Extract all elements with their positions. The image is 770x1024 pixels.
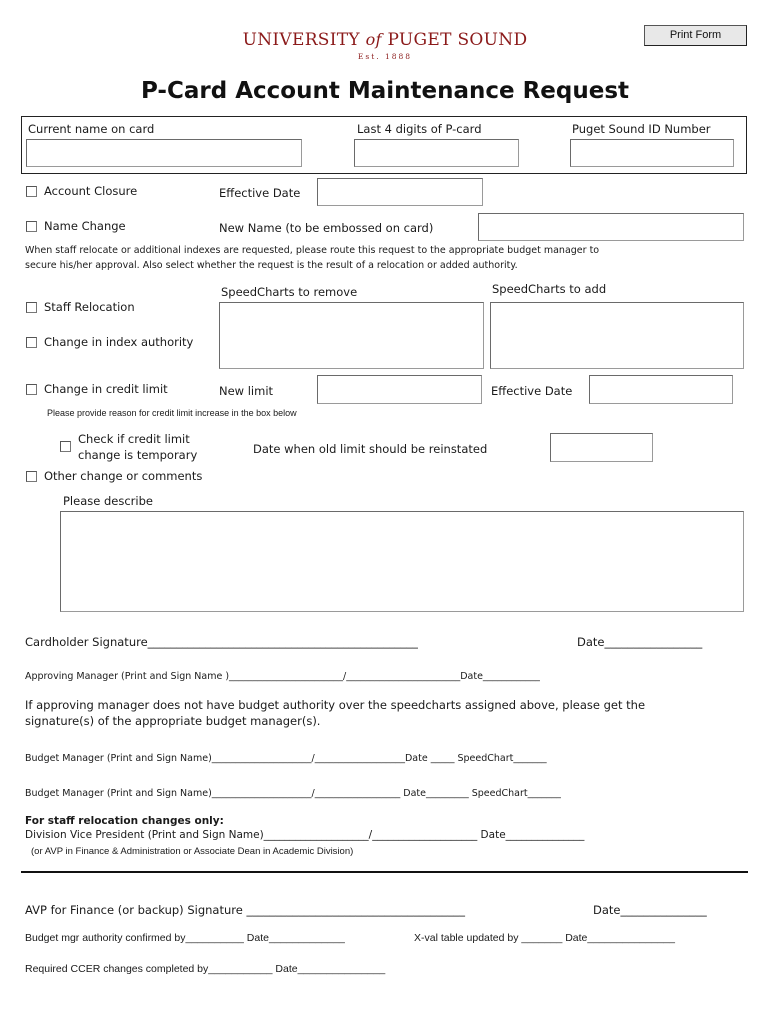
new-limit-label: New limit — [219, 384, 274, 398]
budget-mgr-confirmed-line[interactable]: Budget mgr authority confirmed by__________ Date_____________ — [25, 932, 345, 944]
name-change-label: Name Change — [44, 219, 126, 233]
budget-note-line-1: If approving manager does not have budget authority over the speedcharts assigned above, please get the — [25, 698, 646, 712]
please-describe-label: Please describe — [63, 494, 153, 508]
speedcharts-remove-field[interactable] — [219, 302, 484, 369]
puget-id-field[interactable] — [570, 139, 734, 167]
temporary-limit-label-2: change is temporary — [78, 448, 198, 462]
approving-manager-line[interactable]: Approving Manager (Print and Sign Name )________________________/________________________Date____________ — [25, 671, 540, 682]
new-name-field[interactable] — [478, 213, 744, 241]
reinstate-date-field[interactable] — [550, 433, 653, 462]
budget-manager-1-line[interactable]: Budget Manager (Print and Sign Name)_____________________/___________________Date _____ SpeedChart_______ — [25, 753, 547, 764]
closure-effective-date-label: Effective Date — [219, 186, 301, 200]
xval-table-line[interactable]: X-val table updated by _______ Date_______________ — [414, 932, 675, 944]
cardholder-signature-line[interactable]: Cardholder Signature_______________________________________________ — [25, 635, 418, 649]
speedcharts-add-field[interactable] — [490, 302, 744, 369]
speedcharts-remove-label: SpeedCharts to remove — [221, 285, 358, 299]
credit-limit-reason-note: Please provide reason for credit limit increase in the box below — [47, 408, 297, 418]
last4-field[interactable] — [354, 139, 519, 167]
current-name-field[interactable] — [26, 139, 302, 167]
budget-note-line-2: signature(s) of the appropriate budget manager(s). — [25, 714, 321, 728]
limit-effective-date-label: Effective Date — [491, 384, 573, 398]
reinstate-date-label: Date when old limit should be reinstated — [253, 442, 488, 456]
ccer-changes-line[interactable]: Required CCER changes completed by___________ Date_______________ — [25, 963, 386, 975]
avp-signature-line[interactable]: AVP for Finance (or backup) Signature ______________________________________ — [25, 903, 465, 917]
vice-president-line[interactable]: Division Vice President (Print and Sign Name)____________________/____________________ Date_______________ — [25, 829, 585, 841]
avp-date-line[interactable]: Date_______________ — [593, 903, 707, 917]
current-name-label: Current name on card — [28, 122, 155, 136]
budget-manager-2-line[interactable]: Budget Manager (Print and Sign Name)_____________________/__________________ Date_________ SpeedChart_______ — [25, 788, 561, 799]
print-form-button[interactable]: Print Form — [644, 25, 747, 46]
index-authority-checkbox[interactable] — [26, 337, 37, 348]
speedcharts-add-label: SpeedCharts to add — [492, 282, 607, 296]
cardholder-date-line[interactable]: Date_________________ — [577, 635, 703, 649]
new-limit-field[interactable] — [317, 375, 482, 404]
logo-text-2: PUGET SOUND — [381, 30, 528, 50]
instructions-line-2: secure his/her approval. Also select whether the request is the result of a relocation or added authority. — [25, 260, 518, 271]
logo-established: Est. 1888 — [357, 52, 413, 61]
temporary-limit-label-1: Check if credit limit — [78, 432, 190, 446]
staff-relocation-label: Staff Relocation — [44, 300, 135, 314]
vice-president-note: (or AVP in Finance & Administration or Associate Dean in Academic Division) — [31, 846, 354, 857]
index-authority-label: Change in index authority — [44, 335, 194, 349]
name-change-checkbox[interactable] — [26, 221, 37, 232]
credit-limit-label: Change in credit limit — [44, 382, 168, 396]
puget-id-label: Puget Sound ID Number — [572, 122, 711, 136]
logo-text-of: of — [365, 30, 382, 49]
logo-text-1: UNIVERSITY — [242, 30, 366, 50]
section-divider — [21, 871, 748, 873]
last4-label: Last 4 digits of P-card — [357, 122, 482, 136]
relocation-heading: For staff relocation changes only: — [25, 815, 224, 827]
limit-effective-date-field[interactable] — [589, 375, 733, 404]
instructions-line-1: When staff relocate or additional indexes are requested, please route this request to the appropriate budget manager to — [25, 245, 600, 256]
describe-field[interactable] — [60, 511, 744, 612]
page-title: P-Card Account Maintenance Request — [140, 78, 630, 104]
new-name-label: New Name (to be embossed on card) — [219, 221, 434, 235]
account-closure-checkbox[interactable] — [26, 186, 37, 197]
credit-limit-checkbox[interactable] — [26, 384, 37, 395]
other-change-label: Other change or comments — [44, 469, 203, 483]
temporary-limit-checkbox[interactable] — [60, 441, 71, 452]
other-change-checkbox[interactable] — [26, 471, 37, 482]
staff-relocation-checkbox[interactable] — [26, 302, 37, 313]
account-closure-label: Account Closure — [44, 184, 138, 198]
closure-effective-date-field[interactable] — [317, 178, 483, 206]
